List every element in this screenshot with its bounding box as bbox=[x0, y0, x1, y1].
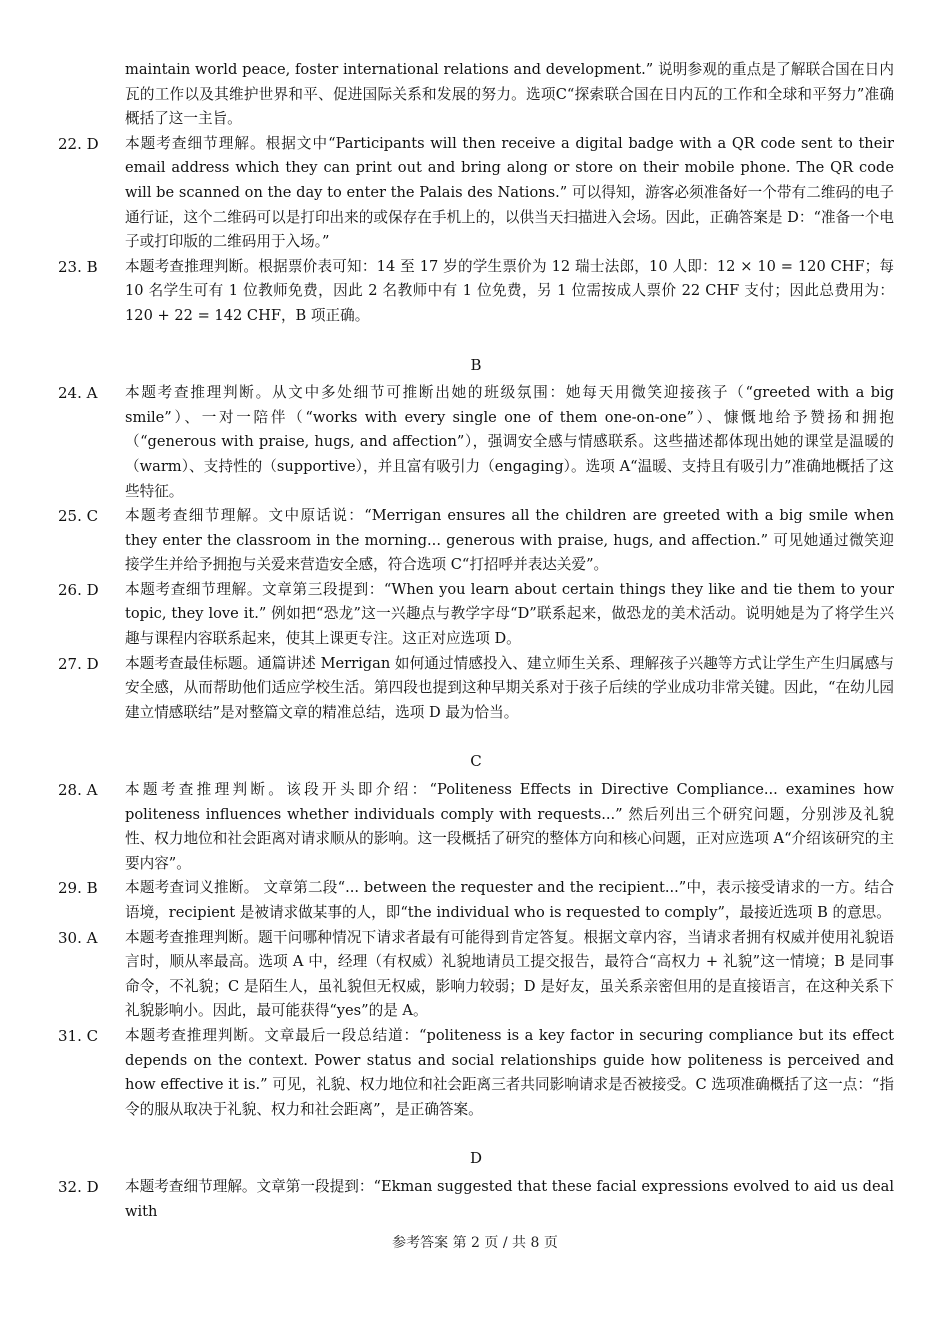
answer-explanation: 本题考查细节理解。文章第三段提到：“When you learn about certain things they like and tie them to your topic, they love it.” 例如把“恐龙”这一兴趣点与教学字母“D”联系起来，做恐龙的美术活动。说明她是为了将学生兴趣与课程内容联系起来，使其上课更专注。这正对应选项 D。 bbox=[125, 580, 894, 648]
answer-explanation: 本题考查推理判断。该段开头即介绍：“Politeness Effects in Directive Compliance... examines how politeness influences whether individuals comply with requests...” 然后列出三个研究问题，分别涉及礼貌性、权力地位和社会距离对请求顺从的影响。这一段概括了研究的整体方向和核心问题，正对应选项 A“介绍该研究的主要内容”。 bbox=[125, 781, 894, 872]
answer-explanation: 本题考查推理判断。文章最后一段总结道：“politeness is a key factor in securing compliance but its effect depends on the context. Power status and social relationships guide how politeness is perceived and how effective it is.” 可见，礼貌、权力地位和社会距离三者共同影响请求是否被接受。C 选项准确概括了这一点：“指令的服从取决于礼貌、权力和社会距离”，是正确答案。 bbox=[125, 1026, 894, 1118]
answer-item-28 bbox=[58, 778, 894, 876]
answer-explanation: 本题考查细节理解。文章第一段提到：“Ekman suggested that these facial expressions evolved to aid us deal with bbox=[125, 1177, 894, 1220]
answer-item-26 bbox=[58, 578, 894, 652]
answer-number: 28. A bbox=[58, 781, 98, 800]
answer-number: 22. D bbox=[58, 134, 99, 153]
answer-number: 31. C bbox=[58, 1026, 99, 1045]
answer-explanation: 本题考查推理判断。从文中多处细节可推断出她的班级氛围：她每天用微笑迎接孩子（“greeted with a big smile”）、一对一陪伴（“works with every single one of them one-on-one”）、慷慨地给予赞扬和拥抱（“generous with praise, hugs, and affection”），强调安全感与情感联系。这些描述都体现出她的课堂是温暖的（warm）、支持性的（supportive），并且富有吸引力（engaging）。选项 A“温暖、支持且有吸引力”准确地概括了这些特征。 bbox=[125, 384, 894, 500]
answer-number: 26. D bbox=[58, 580, 99, 599]
answer-item-30 bbox=[58, 926, 894, 1024]
page-content bbox=[58, 58, 894, 1224]
section-heading-d: D bbox=[469, 1149, 483, 1168]
answer-item-23 bbox=[58, 255, 894, 329]
answer-item-29 bbox=[58, 876, 894, 925]
answer-explanation: 本题考查推理判断。题干问哪种情况下请求者最有可能得到肯定答复。根据文章内容，当请求者拥有权威并使用礼貌语言时，顺从率最高。选项 A 中，经理（有权威）礼貌地请员工提交报告，最符合“高权力 + 礼貌”这一情境；B 是同事命令，不礼貌；C 是陌生人，虽礼貌但无权威，影响力较弱；D 是好友，虽关系亲密但用的是直接语言，在这种关系下礼貌影响小。因此，最可能获得“yes”的是 A。 bbox=[125, 928, 894, 1020]
continued-paragraph: maintain world peace, foster international relations and development.” 说明参观的重点是了解联合国在日内瓦的工作以及其维护世界和平、促进国际关系和发展的努力。选项C“探索联合国在日内瓦的工作和全球和平努力”准确概括了这一主旨。 bbox=[125, 61, 894, 128]
answer-explanation: 本题考查细节理解。根据文中“Participants will then receive a digital badge with a QR code sent to their email address which they can print out and bring along or store on their mobile phone. The QR code will be scanned on the day to enter the Palais des Nations.” 可以得知，游客必须准备好一个带有二维码的电子通行证，这个二维码可以是打印出来的或保存在手机上的，以供当天扫描进入会场。因此，正确答案是 D：“准备一个电子或打印版的二维码用于入场。” bbox=[125, 134, 894, 251]
section-heading-c: C bbox=[470, 752, 482, 771]
answer-explanation: 本题考查细节理解。文中原话说：“Merrigan ensures all the children are greeted with a big smile when they enter the classroom in the morning... generous with praise, hugs, and affection.” 可见她通过微笑迎接学生并给予拥抱与关爱来营造安全感，符合选项 C“打招呼并表达关爱”。 bbox=[125, 507, 894, 574]
answer-item-27 bbox=[58, 652, 894, 726]
answer-number: 29. B bbox=[58, 879, 98, 898]
answer-number: 23. B bbox=[58, 257, 98, 276]
answer-number: 24. A bbox=[58, 384, 98, 403]
answer-number: 25. C bbox=[58, 507, 99, 526]
answer-item-31 bbox=[58, 1024, 894, 1122]
section-heading-b: B bbox=[470, 355, 482, 374]
answer-explanation: 本题考查推理判断。根据票价表可知：14 至 17 岁的学生票价为 12 瑞士法郎，10 人即：12 × 10 = 120 CHF；每 10 名学生可有 1 位教师免费，因此 2 名教师中有 1 位免费，另 1 位需按成人票价 22 CHF 支付；因此总费用为：120 + 22 = 142 CHF，B 项正确。 bbox=[125, 257, 894, 324]
answer-number: 27. D bbox=[58, 654, 99, 673]
page-footer: 参考答案 第 2 页 / 共 8 页 bbox=[392, 1235, 558, 1251]
answer-item-25 bbox=[58, 504, 894, 578]
answer-explanation: 本题考查最佳标题。通篇讲述 Merrigan 如何通过情感投入、建立师生关系、理解孩子兴趣等方式让学生产生归属感与安全感，从而帮助他们适应学校生活。第四段也提到这种早期关系对于孩子后续的学业成功非常关键。因此，“在幼儿园建立情感联结”是对整篇文章的精准总结，选项 D 最为恰当。 bbox=[125, 654, 894, 721]
answer-number: 32. D bbox=[58, 1177, 99, 1196]
answer-item-24 bbox=[58, 381, 894, 504]
answer-number: 30. A bbox=[58, 928, 98, 947]
answer-item-32 bbox=[58, 1175, 894, 1224]
answer-explanation: 本题考查词义推断。 文章第二段“... between the requester and the recipient...”中，表示接受请求的一方。结合语境，recipient 是被请求做某事的人，即“the individual who is requested to comply”，最接近选项 B 的意思。 bbox=[125, 879, 894, 921]
answer-item-22 bbox=[58, 132, 894, 255]
